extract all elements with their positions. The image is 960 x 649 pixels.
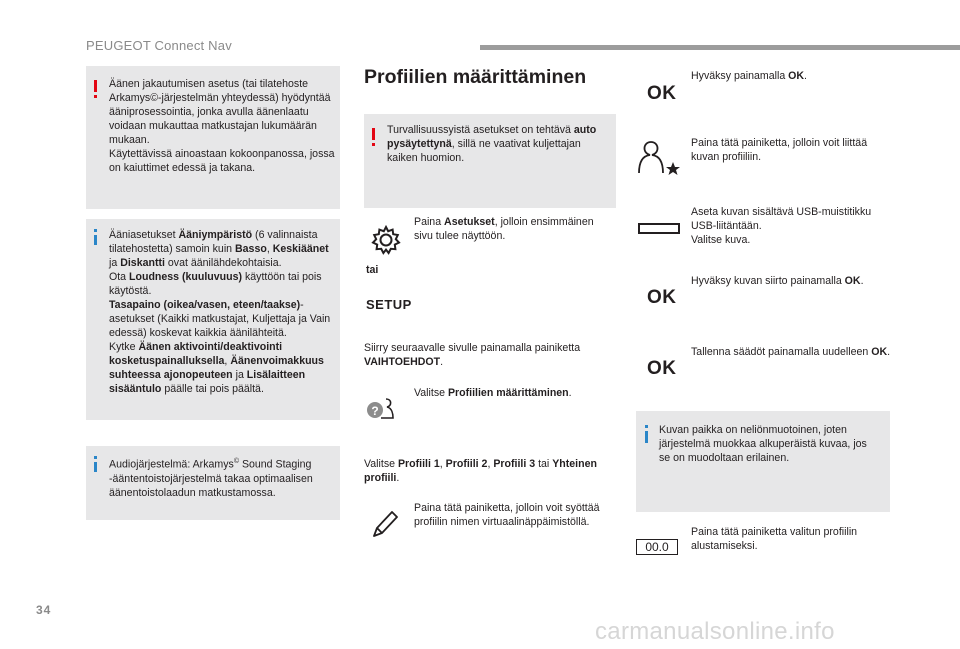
step-insert-usb: Aseta kuvan sisältävä USB-muistitikku USB-liitäntään. Valitse kuva. [691,206,872,246]
step-edit-name: Paina tätä painiketta, jolloin voit syöttää profiilin nimen virtuaalinäppäimistöllä. [414,502,600,528]
header-title: PEUGEOT Connect Nav [86,38,232,53]
profile-question-icon [366,396,398,422]
page-number: 34 [36,603,52,617]
step-save-settings: Tallenna säädöt painamalla uudelleen OK. [691,346,891,358]
image-shape-text: Kuvan paikka on neliönmuotoinen, joten järjestelmä muokkaa alkuperäistä kuvaa, jos se on muodoltaan erilainen. [659,424,867,464]
warning-box-safety [364,114,616,208]
warning-text: Äänen jakautumisen asetus (tai tilatehoste Arkamys©-järjestelmän yhteydessä) hyödyntää ääniprosessointia, jonka avulla äänenlaatu voidaan mukauttaa matkustajan lukumäärän mukaan. [109,78,331,146]
add-profile-picture-icon [637,139,685,179]
warning-box-sound-distribution [86,66,340,209]
svg-text:?: ? [371,404,379,418]
usb-icon [638,223,680,234]
settings-gear-icon [370,224,402,256]
step-reset-profile: Paina tätä painiketta valitun profiilin alustamiseksi. [691,526,858,552]
step-select-profiles: Valitse Profiilien määrittäminen. [414,387,572,399]
step-confirm-transfer: Hyväksy kuvan siirto painamalla OK. [691,275,864,287]
step-confirm-ok: Hyväksy painamalla OK. [691,70,807,82]
info-para-4: Kytke Äänen aktivointi/deaktivointi kosketuspainalluksella, Äänenvoimakkuus suhteessa ajonopeuteen ja Lisälaitteen sisääntulo päälle tai pois päältä. [109,341,324,395]
reset-profile-button: 00.0 [636,539,678,555]
ok-button-3: OK [647,358,677,379]
info-box-audio-settings [86,219,340,420]
step-add-image: Paina tätä painiketta, jolloin voit liittää kuvan profiiliin. [691,137,868,163]
info-icon [645,431,648,443]
ok-button-1: OK [647,83,677,104]
warning-icon [372,128,375,140]
step-choose-profile: Valitse Profiili 1, Profiili 2, Profiili 3 tai Yhteinen profiili. [364,458,597,484]
info-icon [94,462,97,472]
info-para-3: Tasapaino (oikea/vasen, eteen/taakse)-asetukset (Kaikki matkustajat, Kuljettaja ja Vain edessä) koskevat kaikkia äänilähteitä. [109,299,331,339]
arkamys-text: Audiojärjestelmä: Arkamys© Sound Staging -ääntentoistojärjestelmä takaa optimaalisen äänentoistolaadun matkustamossa. [109,458,313,499]
header-rule [480,45,960,50]
warning-icon [94,80,97,92]
section-heading: Profiilien määrittäminen [364,66,587,88]
ok-button-2: OK [647,287,677,308]
info-para-2: Ota Loudness (kuuluvuus) käyttöön tai pois käytöstä. [109,271,322,297]
safety-text: Turvallisuussyistä asetukset on tehtävä auto pysäytettynä, sillä ne vaativat kuljettajan kaiken huomion. [387,124,597,164]
info-box-image-shape [636,411,890,512]
step-options: Siirry seuraavalle sivulle painamalla painiketta VAIHTOEHDOT. [364,342,581,368]
watermark: carmanualsonline.info [595,618,835,645]
or-label: tai [366,264,379,276]
info-icon [94,235,97,245]
setup-button-label: SETUP [366,297,412,312]
info-para-1: Ääniasetukset Ääniympäristö (6 valinnaista tilatehostetta) samoin kuin Basso, Keskiäänet ja Diskantti ovat äänilähdekohtaisia. [109,229,329,269]
warning-text-2: Käytettävissä ainoastaan kokoonpanossa, jossa on kaiuttimet edessä ja takana. [109,148,335,174]
step-settings: Paina Asetukset, jolloin ensimmäinen sivu tulee näyttöön. [414,216,594,242]
pencil-icon [370,508,400,540]
info-box-arkamys [86,446,340,520]
